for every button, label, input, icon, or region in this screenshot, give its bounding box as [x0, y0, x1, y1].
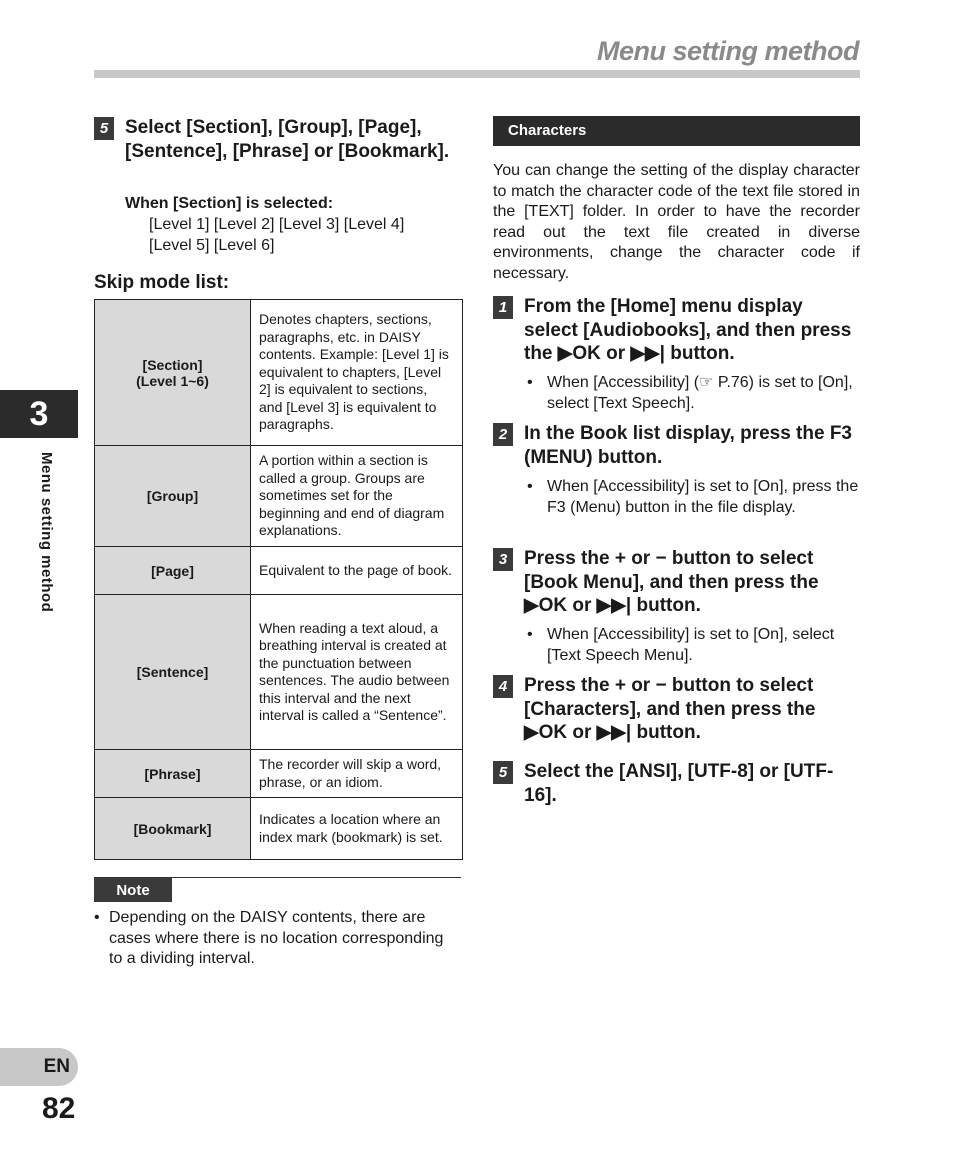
- step-number: 5: [493, 761, 513, 784]
- step-bullet: [527, 373, 859, 414]
- table-desc: Indicates a location where an index mark (bookmark) is set.: [251, 798, 463, 860]
- language-tab: EN: [0, 1048, 78, 1086]
- table-key: [Page]: [95, 547, 251, 595]
- table-key: [Phrase]: [95, 750, 251, 798]
- step-number: 2: [493, 423, 513, 446]
- table-key: [Sentence]: [95, 595, 251, 750]
- table-row: [95, 300, 463, 446]
- table-desc: The recorder will skip a word, phrase, or an idiom.: [251, 750, 463, 798]
- table-key: [Bookmark]: [95, 798, 251, 860]
- step-bullet: [527, 477, 859, 518]
- bullet-dot: •: [527, 374, 533, 391]
- section-selected-text: When [Section] is selected:: [125, 195, 334, 212]
- levels-line-1: [Level 1] [Level 2] [Level 3] [Level 4]: [149, 216, 405, 233]
- skip-mode-table: [94, 299, 463, 860]
- step-text: Press the + or − button to select [Book Menu], and then press the ▶OK or ▶▶| button.: [524, 548, 819, 616]
- bullet-dot: •: [94, 909, 100, 926]
- header-rule: [94, 70, 860, 78]
- step-text: Select the [ANSI], [UTF-8] or [UTF-16].: [524, 761, 834, 806]
- step-number: 5: [94, 117, 114, 140]
- table-row: [95, 595, 463, 750]
- table-row: [95, 750, 463, 798]
- bullet-text: When [Accessibility] is set to [On], press the F3 (Menu) button in the file display.: [547, 478, 859, 516]
- table-desc: When reading a text aloud, a breathing interval is created at the punctuation between sentences. The audio between this interval and the next interval is called a “Sentence”.: [251, 595, 463, 750]
- step-number: 1: [493, 296, 513, 319]
- page-header-title: Menu setting method: [597, 36, 859, 66]
- table-key: [Group]: [95, 446, 251, 547]
- table-row: [95, 547, 463, 595]
- table-row: [95, 446, 463, 547]
- step-text: From the [Home] menu display select [Audiobooks], and then press the ▶OK or ▶▶| button.: [524, 296, 852, 364]
- note-bullet: [94, 908, 459, 970]
- bullet-text: When [Accessibility] is set to [On], select [Text Speech Menu].: [547, 626, 835, 664]
- table-desc: Equivalent to the page of book.: [251, 547, 463, 595]
- table-key: [Section]: [142, 356, 203, 373]
- table-desc: Denotes chapters, sections, paragraphs, etc. in DAISY contents. Example: [Level 1] is equivalent to chapters, [Level 2] is equivalent to sections, and [Level 3] is equivalent to paragraphs.: [251, 300, 463, 446]
- step-text: Select [Section], [Group], [Page], [Sentence], [Phrase] or [Bookmark].: [125, 117, 450, 162]
- step-number: 4: [493, 675, 513, 698]
- step-number: 3: [493, 548, 513, 571]
- step-text: Press the + or − button to select [Characters], and then press the ▶OK or ▶▶| button.: [524, 675, 816, 743]
- levels-line-2: [Level 5] [Level 6]: [149, 237, 275, 254]
- step-text: In the Book list display, press the F3 (MENU) button.: [524, 423, 853, 468]
- intro-paragraph: You can change the setting of the display character to match the character code of the text file stored in the [TEXT] folder. In order to have the recorder read out the text file created in diverse environments, change the character code if necessary.: [493, 162, 860, 282]
- chapter-tab: 3: [0, 390, 78, 438]
- table-desc: A portion within a section is called a group. Groups are sometimes set for the beginning and end of diagram explanations.: [251, 446, 463, 547]
- table-key-sub: (Level 1~6): [136, 372, 209, 389]
- step-bullet: [527, 625, 859, 666]
- note-text: Depending on the DAISY contents, there are cases where there is no location corresponding to a dividing interval.: [109, 909, 444, 967]
- page-number: 82: [42, 1092, 76, 1125]
- table-row: [95, 798, 463, 860]
- note-label: Note: [94, 878, 172, 902]
- bullet-dot: •: [527, 626, 533, 643]
- bullet-dot: •: [527, 478, 533, 495]
- skip-mode-heading: Skip mode list:: [94, 272, 230, 293]
- bullet-text: When [Accessibility] (☞ P.76) is set to [On], select [Text Speech].: [547, 374, 853, 412]
- side-section-label: Menu setting method: [38, 452, 55, 613]
- characters-section-bar: Characters: [493, 116, 860, 146]
